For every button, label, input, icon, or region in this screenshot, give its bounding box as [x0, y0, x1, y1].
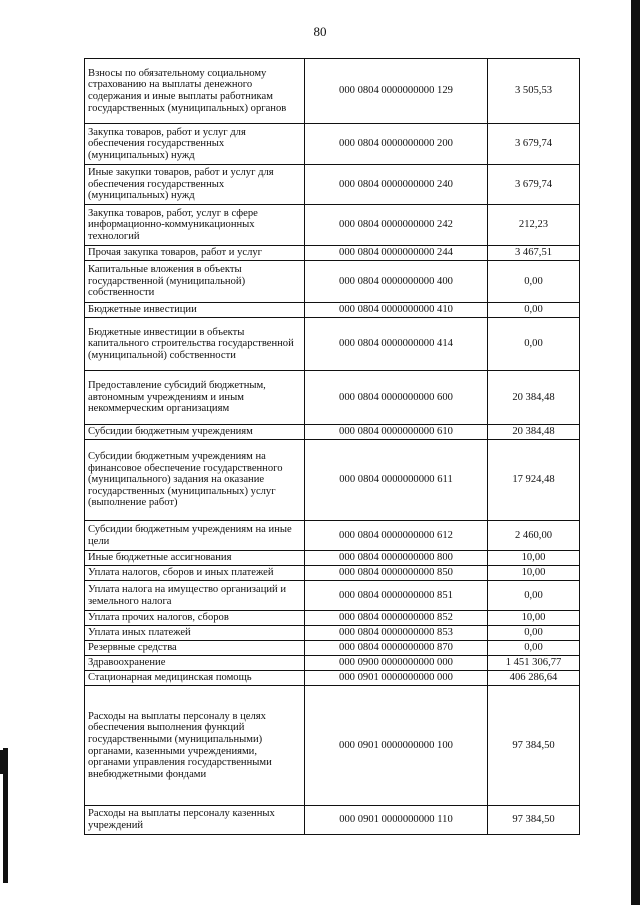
row-code: 000 0804 0000000000 853 [305, 626, 488, 641]
row-name: Расходы на выплаты персоналу в целях обеспечения выполнения функций государственными (муниципальными) органами, казенными учреждениями, органами управления государственными внебюджетными фондами [85, 686, 305, 806]
row-code: 000 0804 0000000000 414 [305, 318, 488, 371]
row-name: Бюджетные инвестиции в объекты капитального строительства государственной (муниципальной) собственности [85, 318, 305, 371]
row-code: 000 0804 0000000000 129 [305, 59, 488, 124]
row-amount: 3 679,74 [488, 165, 580, 205]
row-code: 000 0804 0000000000 240 [305, 165, 488, 205]
table-row [85, 671, 580, 686]
row-name: Резервные средства [85, 641, 305, 656]
row-amount: 3 467,51 [488, 246, 580, 261]
row-amount: 10,00 [488, 566, 580, 581]
row-amount: 3 679,74 [488, 124, 580, 165]
row-amount: 212,23 [488, 205, 580, 246]
row-name: Прочая закупка товаров, работ и услуг [85, 246, 305, 261]
row-name: Субсидии бюджетным учреждениям [85, 425, 305, 440]
row-name: Закупка товаров, работ и услуг для обеспечения государственных (муниципальных) нужд [85, 124, 305, 165]
table-row [85, 246, 580, 261]
row-amount: 0,00 [488, 318, 580, 371]
row-amount: 20 384,48 [488, 371, 580, 425]
row-name: Капитальные вложения в объекты государственной (муниципальной) собственности [85, 261, 305, 303]
row-name: Закупка товаров, работ, услуг в сфере информационно-коммуникационных технологий [85, 205, 305, 246]
budget-table-body [85, 59, 580, 835]
table-row [85, 303, 580, 318]
row-amount: 0,00 [488, 581, 580, 611]
row-amount: 0,00 [488, 303, 580, 318]
row-code: 000 0900 0000000000 000 [305, 656, 488, 671]
row-amount: 3 505,53 [488, 59, 580, 124]
budget-table [84, 58, 580, 835]
table-row [85, 124, 580, 165]
table-row [85, 611, 580, 626]
row-code: 000 0804 0000000000 850 [305, 566, 488, 581]
row-code: 000 0804 0000000000 244 [305, 246, 488, 261]
row-amount: 20 384,48 [488, 425, 580, 440]
table-row [85, 318, 580, 371]
table-row [85, 686, 580, 806]
row-name: Бюджетные инвестиции [85, 303, 305, 318]
row-name: Субсидии бюджетным учреждениям на иные цели [85, 521, 305, 551]
row-amount: 0,00 [488, 641, 580, 656]
row-amount: 10,00 [488, 551, 580, 566]
table-row [85, 641, 580, 656]
row-code: 000 0804 0000000000 600 [305, 371, 488, 425]
table-row [85, 440, 580, 521]
scan-edge-mark-right [631, 0, 640, 905]
row-amount: 2 460,00 [488, 521, 580, 551]
table-row [85, 59, 580, 124]
row-code: 000 0804 0000000000 410 [305, 303, 488, 318]
row-amount: 1 451 306,77 [488, 656, 580, 671]
row-code: 000 0901 0000000000 000 [305, 671, 488, 686]
row-name: Субсидии бюджетным учреждениям на финансовое обеспечение государственного (муниципального) задания на оказание государственных (муниципальных) услуг (выполнение работ) [85, 440, 305, 521]
row-amount: 17 924,48 [488, 440, 580, 521]
row-code: 000 0804 0000000000 852 [305, 611, 488, 626]
table-row [85, 521, 580, 551]
row-code: 000 0804 0000000000 800 [305, 551, 488, 566]
table-row [85, 566, 580, 581]
table-row [85, 626, 580, 641]
table-row [85, 551, 580, 566]
row-code: 000 0804 0000000000 200 [305, 124, 488, 165]
row-code: 000 0804 0000000000 400 [305, 261, 488, 303]
row-name: Уплата налогов, сборов и иных платежей [85, 566, 305, 581]
row-code: 000 0804 0000000000 612 [305, 521, 488, 551]
row-amount: 0,00 [488, 261, 580, 303]
row-code: 000 0804 0000000000 242 [305, 205, 488, 246]
row-name: Иные закупки товаров, работ и услуг для обеспечения государственных (муниципальных) нужд [85, 165, 305, 205]
table-row [85, 656, 580, 671]
row-name: Расходы на выплаты персоналу казенных учреждений [85, 806, 305, 835]
table-row [85, 425, 580, 440]
table-row [85, 806, 580, 835]
row-amount: 97 384,50 [488, 686, 580, 806]
table-row [85, 581, 580, 611]
page-number: 80 [313, 24, 327, 39]
row-name: Взносы по обязательному социальному страхованию на выплаты денежного содержания и иные выплаты работникам государственных (муниципальных) органов [85, 59, 305, 124]
row-code: 000 0901 0000000000 100 [305, 686, 488, 806]
row-name: Уплата прочих налогов, сборов [85, 611, 305, 626]
row-code: 000 0901 0000000000 110 [305, 806, 488, 835]
table-row [85, 371, 580, 425]
row-name: Иные бюджетные ассигнования [85, 551, 305, 566]
row-amount: 406 286,64 [488, 671, 580, 686]
row-amount: 10,00 [488, 611, 580, 626]
row-name: Стационарная медицинская помощь [85, 671, 305, 686]
row-code: 000 0804 0000000000 851 [305, 581, 488, 611]
row-name: Уплата налога на имущество организаций и земельного налога [85, 581, 305, 611]
row-code: 000 0804 0000000000 870 [305, 641, 488, 656]
row-name: Здравоохранение [85, 656, 305, 671]
table-row [85, 261, 580, 303]
scan-edge-mark-left-nub [0, 750, 4, 774]
row-amount: 0,00 [488, 626, 580, 641]
table-row [85, 205, 580, 246]
row-code: 000 0804 0000000000 611 [305, 440, 488, 521]
row-name: Уплата иных платежей [85, 626, 305, 641]
table-row [85, 165, 580, 205]
row-name: Предоставление субсидий бюджетным, автономным учреждениям и иным некоммерческим организациям [85, 371, 305, 425]
row-code: 000 0804 0000000000 610 [305, 425, 488, 440]
row-amount: 97 384,50 [488, 806, 580, 835]
